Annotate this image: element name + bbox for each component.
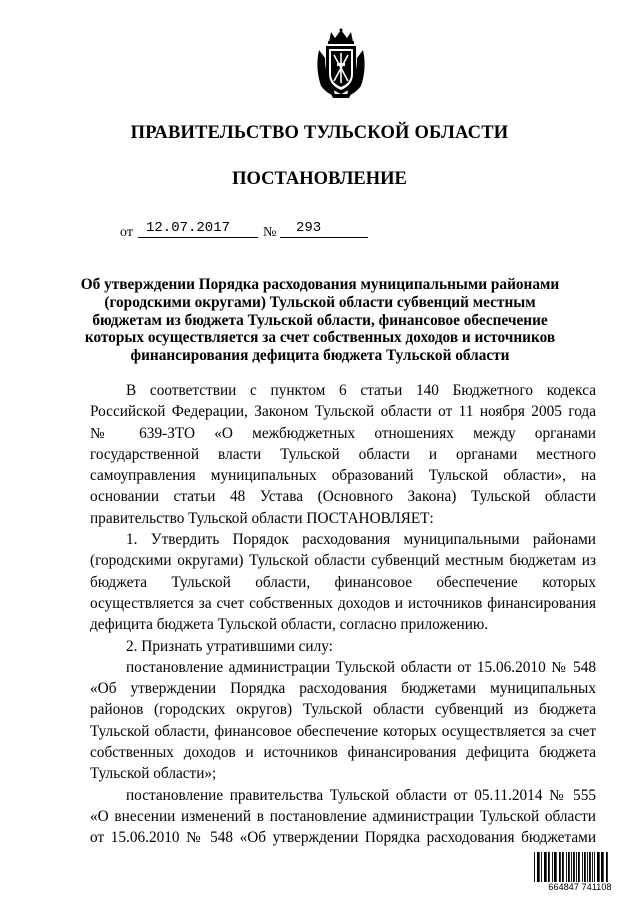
barcode-bar xyxy=(582,852,583,882)
tula-coat-of-arms-icon xyxy=(313,28,369,100)
barcode-bar xyxy=(587,852,588,882)
number-underline xyxy=(280,237,368,238)
barcode-bar xyxy=(606,852,608,882)
body-line: основании статьи 48 Устава (Основного Закона) Тульской области xyxy=(90,488,596,506)
barcode-bar xyxy=(544,852,547,882)
barcode xyxy=(533,852,627,882)
barcode-bar xyxy=(576,852,577,882)
body-line: бюджета Тульской области, финансовое обеспечение которых xyxy=(90,573,596,591)
body-line: осуществляется за счет собственных доходов и источников финансирования xyxy=(90,594,596,612)
body-line: Тульской области, финансовое обеспечение которых осуществляется за счет xyxy=(90,722,596,740)
date-underline xyxy=(138,237,258,238)
barcode-bar xyxy=(578,852,580,882)
body-line: постановление администрации Тульской области от 15.06.2010 № 548 xyxy=(126,658,596,676)
barcode-bar xyxy=(573,852,575,882)
body-line: Тульской области»; xyxy=(90,765,217,783)
body-line: 1. Утвердить Порядок расходования муниципальными районами xyxy=(126,531,596,549)
barcode-bar xyxy=(537,852,540,882)
document-date: 12.07.2017 xyxy=(146,220,231,236)
barcode-bar xyxy=(584,852,586,882)
government-title: ПРАВИТЕЛЬСТВО ТУЛЬСКОЙ ОБЛАСТИ xyxy=(130,123,509,143)
body-line: от 15.06.2010 № 548 «Об утверждении Порядка расходования бюджетами xyxy=(90,829,596,847)
barcode-bar xyxy=(592,852,593,882)
barcode-bar xyxy=(589,852,591,882)
date-label: от xyxy=(120,225,133,240)
barcode-bar xyxy=(594,852,595,882)
barcode-bar xyxy=(562,852,564,882)
barcode-bar xyxy=(566,852,567,882)
document-type: ПОСТАНОВЛЕНИЕ xyxy=(232,169,407,189)
body-line: самоуправления муниципальных образований Тульской области», на xyxy=(90,467,596,485)
barcode-bar xyxy=(548,852,550,882)
barcode-bar xyxy=(601,852,604,882)
barcode-bar xyxy=(534,852,535,882)
barcode-bar xyxy=(571,852,572,882)
body-line: (городскими округами) Тульской области субвенций местным бюджетам из xyxy=(90,552,596,570)
number-label: № xyxy=(263,225,277,240)
body-line: «О внесении изменений в постановление администрации Тульской области xyxy=(90,807,596,825)
barcode-bar xyxy=(597,852,600,882)
document-subject: Об утверждении Порядка расходования муниципальными районами (городскими округами) Тульской области субвенций местным бюджетам из бюджета Тульской области, финансовое обеспечение которых осуществляется за счет собственных доходов и источников финансирования дефицита бюджета Тульской области xyxy=(80,276,560,365)
barcode-bar xyxy=(554,852,557,882)
body-line: правительство Тульской области ПОСТАНОВЛЯЕТ: xyxy=(90,509,434,527)
document-body xyxy=(90,380,596,849)
body-line: № 639-ЗТО «О межбюджетных отношениях между органами xyxy=(90,424,596,442)
body-line: 2. Признать утратившими силу: xyxy=(126,637,333,655)
body-line: дефицита бюджета Тульской области, согласно приложению. xyxy=(90,616,489,634)
barcode-number: 664847 741108 xyxy=(548,882,612,892)
body-line: собственных доходов и источников финансирования дефицита бюджета xyxy=(90,744,596,762)
barcode-bar xyxy=(559,852,561,882)
barcode-bar xyxy=(541,852,542,882)
document-number: 293 xyxy=(296,220,322,236)
body-line: Российской Федерации, Законом Тульской области от 11 ноября 2005 года xyxy=(90,403,596,421)
body-line: государственной власти Тульской области и органами местного xyxy=(90,445,596,463)
barcode-bar xyxy=(568,852,570,882)
body-line: «Об утверждении Порядка расходования бюджетами муниципальных xyxy=(90,680,596,698)
body-line: районов (городских округов) Тульской области субвенций из бюджета xyxy=(90,701,596,719)
body-line: В соответствии с пунктом 6 статьи 140 Бюджетного кодекса xyxy=(126,382,596,399)
body-line: постановление правительства Тульской области от 05.11.2014 № 555 xyxy=(126,786,596,804)
barcode-bar xyxy=(552,852,553,882)
